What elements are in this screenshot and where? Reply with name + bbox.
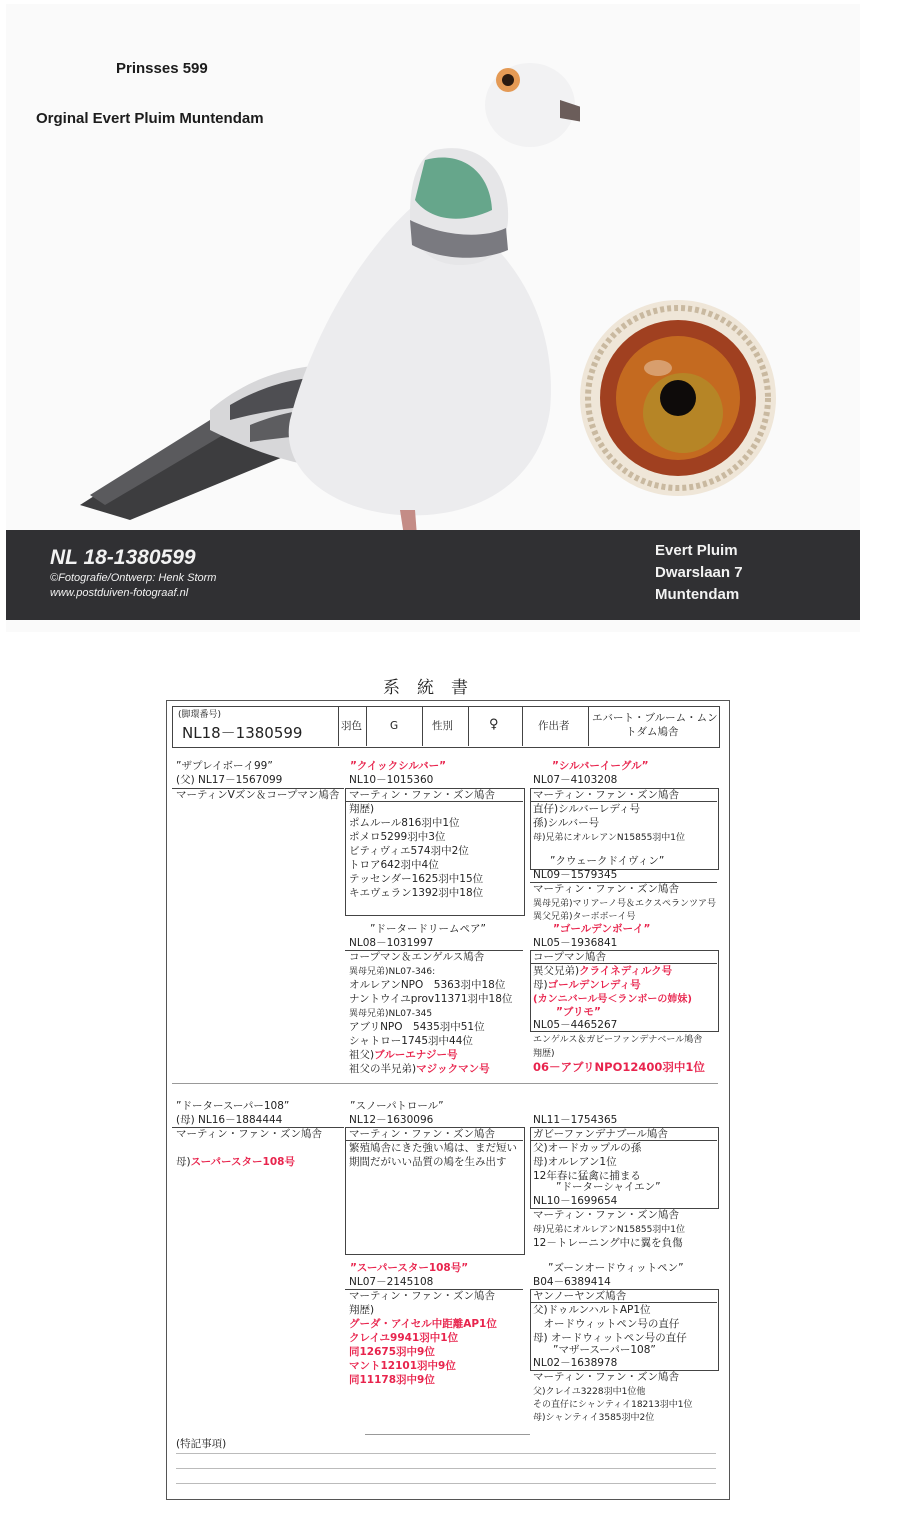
ddd-note: 父)クレイユ3228羽中1位他	[533, 1387, 646, 1397]
sd-loft: コープマン＆エンゲルス鳩舎	[349, 951, 485, 963]
remarks-line	[176, 1468, 716, 1469]
dds-note: 父)ドゥルンハルトAP1位	[533, 1304, 651, 1316]
sds-name: ”ゴールデンボーイ”	[553, 923, 651, 935]
ssd-ring: NL09－1579345	[533, 869, 618, 881]
header-breeder-line2: トダム鳩舎	[626, 726, 679, 738]
dsd-name: ”ドーターシャイエン”	[556, 1181, 661, 1193]
eye-photo	[578, 298, 778, 498]
dd-result: クレイユ9941羽中1位	[349, 1332, 459, 1344]
ds-ring: NL12－1630096	[349, 1114, 434, 1126]
ssd-note: 異母兄弟)マリアーノ号＆エクスペランツア号	[533, 899, 716, 909]
ss-note: キエヴェラン1392羽中18位	[349, 887, 484, 899]
ss-note: ポムルール816羽中1位	[349, 817, 460, 829]
dss-note: 母)オルレアン1位	[533, 1156, 617, 1168]
dd-result: 同12675羽中9位	[349, 1346, 435, 1358]
ddd-note: 母)シャンティイ3585羽中2位	[533, 1413, 655, 1423]
dd-result: マント12101羽中9位	[349, 1360, 456, 1372]
dd-result: 同11178羽中9位	[349, 1374, 435, 1386]
sire-ring: (父) NL17－1567099	[176, 774, 283, 786]
sss-loft: マーティン・ファン・ズン鳩舎	[533, 789, 679, 801]
ddd-ring: NL02－1638978	[533, 1357, 618, 1369]
ring-label: (脚環番号)	[178, 710, 222, 720]
pedigree-title: 系 統 書	[383, 678, 468, 698]
dam-loft: マーティン・ファン・ズン鳩舎	[176, 1128, 322, 1140]
ds-note: 繁殖鳩舎にきた強い鳩は、まだ短い	[349, 1142, 517, 1154]
sdd-name: ”ブリモ”	[556, 1006, 601, 1018]
sds-line1: 異父兄弟)クライネディルク号	[533, 965, 673, 977]
ds-note: 期間だがいい品質の鳩を生み出す	[349, 1156, 507, 1168]
pigeon-photo	[60, 50, 580, 590]
ssd-loft: マーティン・ファン・ズン鳩舎	[533, 883, 679, 895]
dss-ring: NL11－1754365	[533, 1114, 618, 1126]
color-label: 羽色	[341, 720, 362, 732]
dds-note: 母) オードウィットペン号の直仔	[533, 1332, 687, 1344]
sd-name: ”ドータードリームペア”	[370, 923, 486, 935]
ss-note: ポメロ5299羽中3位	[349, 831, 446, 843]
breeder-name: Evert Pluim	[655, 542, 738, 559]
ss-note: ビティヴィエ574羽中2位	[349, 845, 469, 857]
dam-mother: 母)スーパースター108号	[176, 1156, 295, 1168]
remarks-line	[176, 1453, 716, 1454]
website-link[interactable]: www.postduiven-fotograaf.nl	[50, 587, 189, 599]
sd-note: シャトロー1745羽中44位	[349, 1035, 473, 1047]
ss-loft: マーティン・ファン・ズン鳩舎	[349, 789, 495, 801]
sdd-loft: エンゲルス＆ガビーファンデナベール鳩舎	[533, 1035, 703, 1045]
breeder-label: 作出者	[538, 720, 570, 732]
dd-loft: マーティン・ファン・ズン鳩舎	[349, 1290, 495, 1302]
sss-name: ”シルバーイーグル”	[552, 760, 649, 772]
sd-halfbro: 祖父の半兄弟)マジックマン号	[349, 1063, 490, 1075]
sds-line2: 母)ゴールデンレディ号	[533, 979, 641, 991]
sire-name: ”ザプレイボーイ99”	[176, 760, 273, 772]
sdd-result: 06－アブリNPO12400羽中1位	[533, 1060, 705, 1074]
dam-ring: (母) NL16－1884444	[176, 1114, 283, 1126]
dsd-note: 母)兄弟にオルレアンN15855羽中1位	[533, 1225, 686, 1235]
ddd-loft: マーティン・ファン・ズン鳩舎	[533, 1371, 679, 1383]
sd-note: ナントウイユprov11371羽中18位	[349, 993, 513, 1005]
ds-name: ”スノーパトロール”	[350, 1100, 444, 1112]
remarks-line	[176, 1483, 716, 1484]
header-breeder-line1: エバート・ブルーム・ムン	[592, 712, 718, 724]
ss-name: ”クイックシルバー”	[350, 760, 447, 772]
ssd-name: ”クウェークドイヴィン”	[550, 855, 665, 867]
sds-line3: (カンニバール号＜ランボーの姉妹)	[533, 994, 692, 1005]
pigeon-origin: Orginal Evert Pluim Muntendam	[36, 110, 264, 127]
header-ring: NL18－1380599	[182, 724, 303, 742]
ds-loft: マーティン・ファン・ズン鳩舎	[349, 1128, 495, 1140]
photo-credit: ©Fotografie/Ontwerp: Henk Storm	[50, 572, 217, 584]
sd-note: 異母兄弟)NL07-346:	[349, 967, 436, 977]
dss-loft: ガビーファンデナブール鳩舎	[533, 1128, 668, 1140]
dsd-ring: NL10－1699654	[533, 1195, 618, 1207]
sss-note: 母)兄弟にオルレアンN15855羽中1位	[533, 833, 686, 843]
pigeon-name: Prinsses 599	[116, 60, 208, 77]
dam-name: ”ドータースーパー108”	[176, 1100, 290, 1112]
sss-ring: NL07－4103208	[533, 774, 618, 786]
ss-note: テッセンダー1625羽中15位	[349, 873, 484, 885]
sex-label: 性別	[432, 720, 453, 732]
dds-note: オードウィットペン号の直仔	[533, 1318, 680, 1330]
breeder-city: Muntendam	[655, 586, 740, 603]
ss-note: 翔歴)	[349, 803, 375, 815]
ddd-note: その直仔にシャンティイ18213羽中1位	[533, 1400, 693, 1410]
dd-name: ”スーパースター108号”	[350, 1262, 469, 1274]
sex-value: ♀	[489, 717, 499, 732]
dds-name: ”ズーンオードウィットペン”	[548, 1262, 684, 1274]
ring-number: NL 18-1380599	[50, 546, 196, 569]
dd-label: 翔歴)	[349, 1304, 375, 1316]
dsd-note: 12－トレーニング中に翼を負傷	[533, 1237, 683, 1249]
sss-note: 孫)シルバー号	[533, 817, 600, 829]
dss-note: 父)オードカップルの孫	[533, 1142, 642, 1154]
sd-note: 異母兄弟)NL07-345	[349, 1009, 433, 1019]
sds-loft: コープマン鳩舎	[533, 951, 606, 963]
sd-grandsire: 祖父)ブルーエナジー号	[349, 1049, 458, 1061]
dds-loft: ヤンノーヤンズ鳩舎	[533, 1290, 627, 1302]
sdd-ring: NL05－4465267	[533, 1019, 618, 1031]
ss-note: トロア642羽中4位	[349, 859, 439, 871]
sd-note: オルレアンNPO 5363羽中18位	[349, 979, 506, 991]
sire-loft: マーティンVズン＆コープマン鳩舎	[176, 789, 340, 801]
dsd-loft: マーティン・ファン・ズン鳩舎	[533, 1209, 679, 1221]
sss-note: 直仔)シルバーレディ号	[533, 803, 641, 815]
ssd-note: 異父兄弟)ターボボーイ号	[533, 912, 636, 922]
sd-note: アブリNPO 5435羽中51位	[349, 1021, 485, 1033]
ss-ring: NL10－1015360	[349, 774, 434, 786]
ddd-name: ”マザースーパー108”	[553, 1344, 656, 1356]
sdd-label: 翔歴)	[533, 1049, 555, 1059]
color-value: G	[390, 720, 399, 732]
sds-ring: NL05－1936841	[533, 937, 618, 949]
dd-ring: NL07－2145108	[349, 1276, 434, 1288]
remarks-label: (特記事項)	[176, 1438, 227, 1450]
dd-result: グーダ・アイセル中距離AP1位	[349, 1318, 497, 1330]
sd-ring: NL08－1031997	[349, 937, 434, 949]
dds-ring: B04－6389414	[533, 1276, 611, 1288]
dss-note: 12年春に猛禽に捕まる	[533, 1170, 641, 1182]
breeder-street: Dwarslaan 7	[655, 564, 743, 581]
